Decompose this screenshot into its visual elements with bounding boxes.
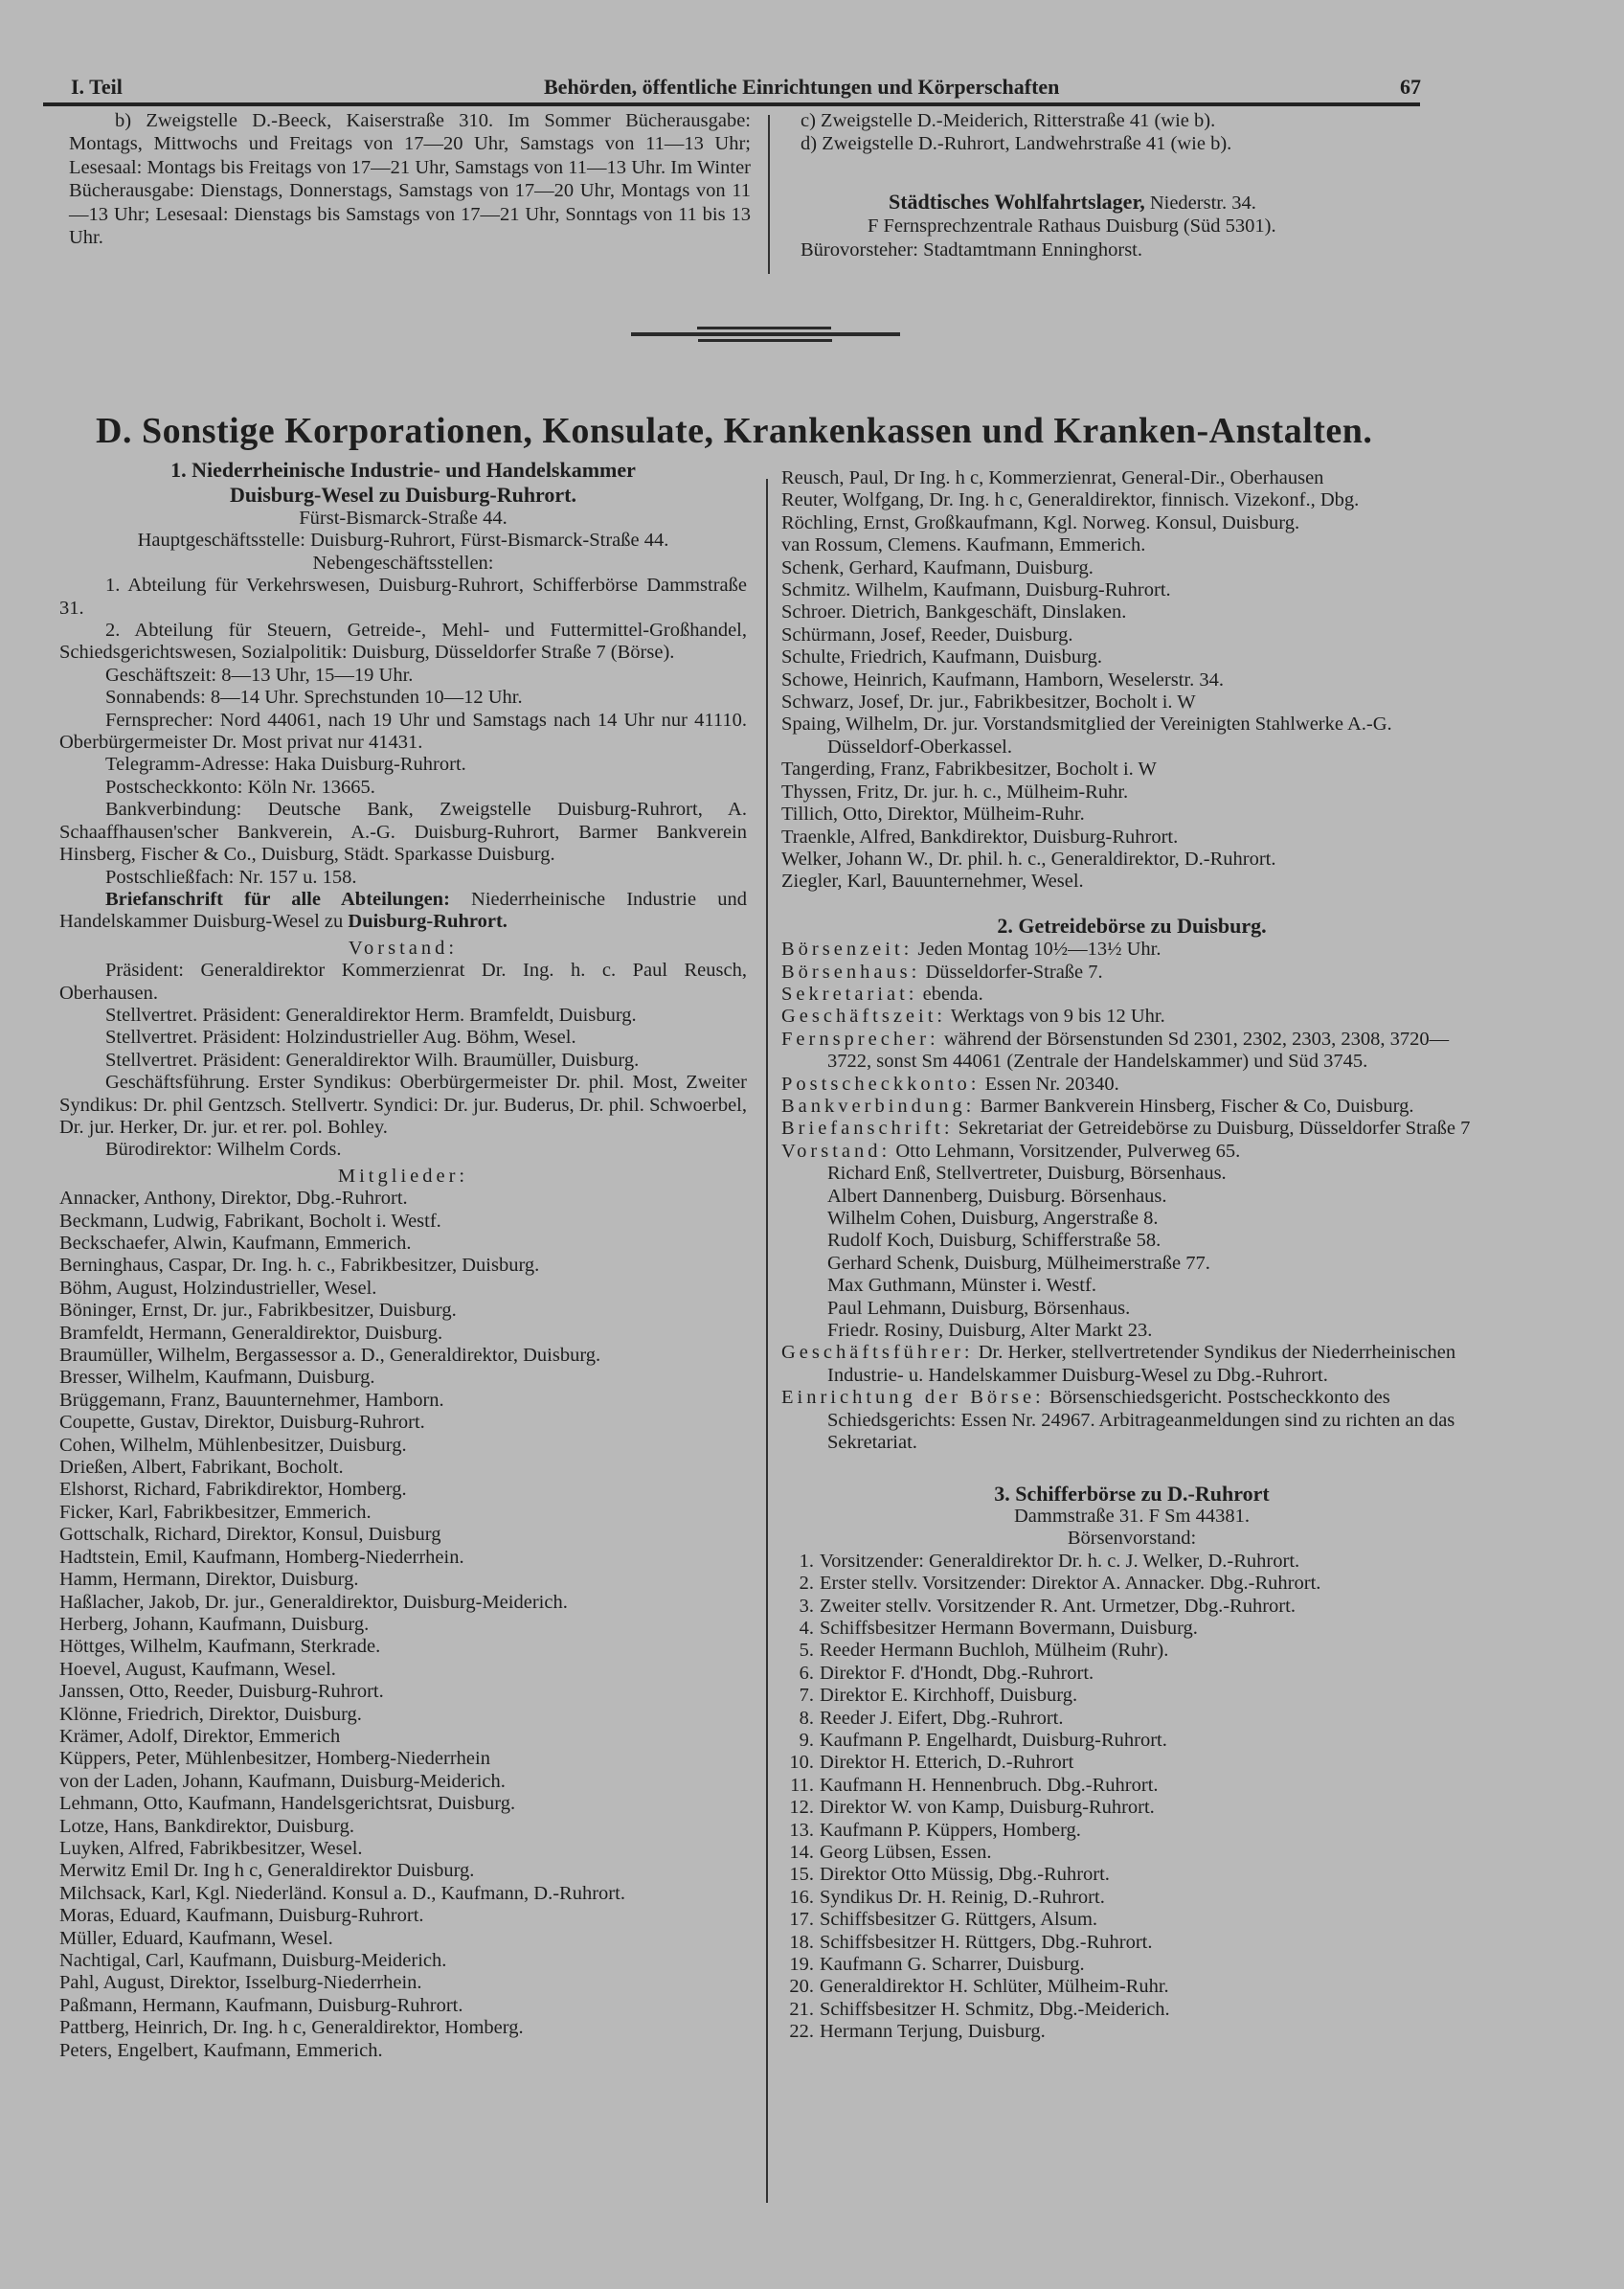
- member-entry: Bramfeldt, Hermann, Generaldirektor, Duisburg.: [59, 1322, 443, 1344]
- ihk-office-director: Bürodirektor: Wilhelm Cords.: [105, 1139, 342, 1161]
- ornament-rule-bottom: [698, 339, 832, 342]
- entry-text: Börsenschiedsgericht. Postscheckkonto des Schiedsgerichts: Essen Nr. 24967. Arbitrageanmeldungen sind zu richten an das Sekretariat.: [827, 1387, 1455, 1454]
- member-number: 3.: [799, 1595, 814, 1617]
- getreide-entry: [781, 984, 1482, 1006]
- member-entry: Küppers, Peter, Mühlenbesitzer, Homberg-Niederrhein: [59, 1748, 490, 1770]
- schiffer-board-member: [781, 1954, 1482, 1976]
- branch-b-paragraph: b) Zweigstelle D.-Beeck, Kaiserstraße 310. Im Sommer Bücherausgabe: Montags, Mittwochs und Freitags von 17—20 Uhr, Samstags von 11—13 Uhr; Lesesaal: Montags bis Freitags von 17—21 Uhr, Samstags von 11—13 Uhr. Im Winter Bücherausgabe: Dienstags, Donnerstags, Samstags von 17—20 Uhr, Montags von 11—13 Uhr; Lesesaal: Dienstags bis Samstags von 17—21 Uhr, Sonntags von 11 bis 13 Uhr.: [69, 110, 751, 249]
- getreide-board-member: Max Guthmann, Münster i. Westf.: [827, 1275, 1096, 1297]
- member-entry: Böninger, Ernst, Dr. jur., Fabrikbesitzer, Duisburg.: [59, 1300, 457, 1322]
- schiffer-board-member: [781, 1618, 1482, 1640]
- member-entry: Ziegler, Karl, Bauunternehmer, Wesel.: [781, 871, 1084, 893]
- ornament-rule-middle: [631, 332, 900, 336]
- schiffer-board-member: [781, 1842, 1482, 1864]
- ihk-pobox: Postschließfach: Nr. 157 u. 158.: [105, 866, 357, 888]
- member-entry: Schmitz. Wilhelm, Kaufmann, Duisburg-Ruhrort.: [781, 579, 1171, 601]
- member-entry: van Rossum, Clemens. Kaufmann, Emmerich.: [781, 534, 1146, 556]
- ihk-branch-2: 2. Abteilung für Steuern, Getreide-, Mehl- und Futtermittel-Großhandel, Schiedsgerichtswesen, Sozialpolitik: Duisburg, Düsseldorfer Straße 7 (Börse).: [59, 620, 747, 664]
- ihk-members-heading: Mitglieder:: [337, 1165, 469, 1187]
- entry-label: Geschäftsführer:: [781, 1342, 974, 1364]
- ihk-letter-label: Briefanschrift für alle Abteilungen:: [105, 888, 450, 910]
- ihk-board-member: Präsident: Generaldirektor Kommerzienrat Dr. Ing. h. c. Paul Reusch, Oberhausen.: [59, 960, 747, 1004]
- member-entry: Reuter, Wolfgang, Dr. Ing. h c, Generaldirektor, finnisch. Vizekonf., Dbg.: [781, 489, 1360, 511]
- getreide-title: 2. Getreidebörse zu Duisburg.: [997, 913, 1267, 938]
- getreide-entry: [781, 1006, 1482, 1028]
- member-entry: Schwarz, Josef, Dr. jur., Fabrikbesitzer, Bocholt i. W: [781, 691, 1196, 714]
- ihk-bank: Bankverbindung: Deutsche Bank, Zweigstelle Duisburg-Ruhrort, A. Schaaffhausen'scher Bankverein, A.-G. Duisburg-Ruhrort, Barmer Bankverein Hinsberg, Fischer & Co., Duisburg, Städt. Sparkasse Duisburg.: [59, 799, 747, 866]
- member-entry: Tangerding, Franz, Fabrikbesitzer, Bocholt i. W: [781, 759, 1157, 781]
- entry-text: Düsseldorfer-Straße 7.: [920, 961, 1103, 983]
- entry-label: Geschäftszeit:: [781, 1006, 947, 1028]
- entry-label: Fernsprecher:: [781, 1028, 939, 1050]
- member-entry: Berninghaus, Caspar, Dr. Ing. h. c., Fabrikbesitzer, Duisburg.: [59, 1255, 540, 1277]
- schiffer-board-member: [781, 1820, 1482, 1842]
- member-entry: Lehmann, Otto, Kaufmann, Handelsgerichtsrat, Duisburg.: [59, 1793, 516, 1815]
- member-number: 4.: [799, 1617, 814, 1639]
- schiffer-title: 3. Schifferbörse zu D.-Ruhrort: [994, 1482, 1270, 1507]
- member-entry: Reusch, Paul, Dr Ing. h c, Kommerzienrat, General-Dir., Oberhausen: [781, 467, 1324, 488]
- member-entry: Thyssen, Fritz, Dr. jur. h. c., Mülheim-Ruhr.: [781, 781, 1129, 803]
- entry-label: Bankverbindung:: [781, 1095, 976, 1117]
- schiffer-board-member: [781, 1887, 1482, 1909]
- ihk-board-heading: Vorstand:: [348, 937, 459, 959]
- ihk-branch-1: 1. Abteilung für Verkehrswesen, Duisburg-Ruhrort, Schifferbörse Dammstraße 31.: [59, 575, 747, 619]
- schiffer-board-member: [781, 1752, 1482, 1774]
- member-text: Direktor E. Kirchhoff, Duisburg.: [820, 1685, 1078, 1707]
- schiffer-board-member: [781, 1596, 1482, 1618]
- getreide-entry: [781, 962, 1482, 984]
- ihk-postcheck: Postscheckkonto: Köln Nr. 13665.: [105, 776, 375, 798]
- getreide-entries-2: [781, 1342, 1482, 1454]
- ihk-title-1: 1. Niederrheinische Industrie- und Handelskammer: [170, 458, 636, 482]
- ihk-letter-bold: Duisburg-Ruhrort.: [348, 911, 508, 933]
- entry-label: Vorstand:: [781, 1140, 891, 1162]
- member-number: 16.: [789, 1886, 814, 1908]
- member-number: 20.: [789, 1976, 814, 1998]
- entry-label: Einrichtung der Börse:: [781, 1387, 1045, 1409]
- member-entry: Krämer, Adolf, Direktor, Emmerich: [59, 1725, 341, 1747]
- getreide-entry: [781, 1096, 1482, 1118]
- getreide-entry: [781, 1141, 1482, 1163]
- member-text: Hermann Terjung, Duisburg.: [820, 2021, 1046, 2043]
- member-entry: Ficker, Karl, Fabrikbesitzer, Emmerich.: [59, 1501, 372, 1523]
- member-entry: Röchling, Ernst, Großkaufmann, Kgl. Norweg. Konsul, Duisburg.: [781, 511, 1300, 533]
- ornament-rule-top: [697, 327, 831, 329]
- member-entry: Herberg, Johann, Kaufmann, Duisburg.: [59, 1613, 370, 1635]
- member-text: Reeder Hermann Buchloh, Mülheim (Ruhr).: [820, 1640, 1169, 1662]
- member-text: Direktor Otto Müssig, Dbg.-Ruhrort.: [820, 1864, 1110, 1886]
- branch-d: d) Zweigstelle D.-Ruhrort, Landwehrstraße 41 (wie b).: [801, 133, 1232, 155]
- entry-text: ebenda.: [917, 983, 983, 1005]
- top-right-column: [801, 109, 1413, 261]
- wohlfahrt-address: Niederstr. 34.: [1144, 192, 1256, 214]
- member-entry: Luyken, Alfred, Fabrikbesitzer, Wesel.: [59, 1837, 363, 1859]
- member-number: 13.: [789, 1819, 814, 1841]
- member-entry: Beckschaefer, Alwin, Kaufmann, Emmerich.: [59, 1233, 412, 1254]
- member-entry: Haßlacher, Jakob, Dr. jur., Generaldirektor, Duisburg-Meiderich.: [59, 1591, 568, 1613]
- ihk-management: Geschäftsführung. Erster Syndikus: Oberbürgermeister Dr. phil. Most, Zweiter Syndikus: Dr. phil Gentzsch. Stellvertr. Syndici: Dr. jur. Buderus, Dr. phil. Schwoerbel, Dr. jur. Herker, Dr. jur. et rer. pol. Bohley.: [59, 1072, 747, 1138]
- member-text: Syndikus Dr. H. Reinig, D.-Ruhrort.: [820, 1886, 1105, 1908]
- member-text: Generaldirektor H. Schlüter, Mülheim-Ruhr.: [820, 1976, 1169, 1998]
- member-entry: Merwitz Emil Dr. Ing h c, Generaldirektor Duisburg.: [59, 1860, 475, 1882]
- schiffer-board-list: [781, 1551, 1482, 2044]
- member-entry: Braumüller, Wilhelm, Bergassessor a. D., Generaldirektor, Duisburg.: [59, 1345, 601, 1367]
- member-text: Schiffsbesitzer Hermann Bovermann, Duisburg.: [820, 1617, 1198, 1639]
- member-number: 12.: [789, 1797, 814, 1819]
- member-text: Kaufmann P. Küppers, Homberg.: [820, 1819, 1081, 1841]
- member-text: Kaufmann H. Hennenbruch. Dbg.-Ruhrort.: [820, 1774, 1159, 1796]
- member-number: 15.: [789, 1864, 814, 1886]
- page-number: 67: [1400, 75, 1421, 99]
- schiffer-board-member: [781, 1708, 1482, 1730]
- member-number: 9.: [799, 1729, 814, 1751]
- entry-text: während der Börsenstunden Sd 2301, 2302, 2303, 2308, 3720—3722, sonst Sm 44061 (Zentrale der Handelskammer) und Süd 3745.: [827, 1028, 1450, 1073]
- member-entry: Hadtstein, Emil, Kaufmann, Homberg-Niederrhein.: [59, 1546, 464, 1568]
- getreide-board-member: Friedr. Rosiny, Duisburg, Alter Markt 23.: [827, 1320, 1153, 1342]
- member-entry: Gottschalk, Richard, Direktor, Konsul, Duisburg: [59, 1524, 441, 1546]
- getreide-entry: [781, 1074, 1482, 1096]
- ihk-branch-heading: Nebengeschäftsstellen:: [312, 552, 494, 574]
- getreide-board: [781, 1163, 1482, 1342]
- getreide-entry: [781, 939, 1482, 961]
- entry-label: Börsenzeit:: [781, 939, 914, 961]
- ihk-letter-address: [59, 889, 747, 934]
- member-entry: Nachtigal, Carl, Kaufmann, Duisburg-Meiderich.: [59, 1950, 447, 1971]
- schiffer-board-member: [781, 1573, 1482, 1595]
- member-entry: Beckmann, Ludwig, Fabrikant, Bocholt i. Westf.: [59, 1210, 441, 1232]
- member-number: 19.: [789, 1954, 814, 1975]
- schiffer-board-member: [781, 1663, 1482, 1685]
- getreide-board-member: Wilhelm Cohen, Duisburg, Angerstraße 8.: [827, 1208, 1159, 1229]
- entry-text: Werktags von 9 bis 12 Uhr.: [946, 1006, 1165, 1028]
- ihk-letter-text: Niederrheinische Industrie und Handelskammer Duisburg-Wesel zu: [59, 888, 748, 933]
- entry-text: Sekretariat der Getreidebörse zu Duisburg, Düsseldorfer Straße 7: [953, 1118, 1471, 1140]
- member-entry: Bresser, Wilhelm, Kaufmann, Duisburg.: [59, 1367, 375, 1389]
- member-entry: Höttges, Wilhelm, Kaufmann, Sterkrade.: [59, 1636, 381, 1658]
- schiffer-board-member: [781, 2021, 1482, 2043]
- member-text: Erster stellv. Vorsitzender: Direktor A. Annacker. Dbg.-Ruhrort.: [820, 1573, 1321, 1595]
- member-entry: Schroer. Dietrich, Bankgeschäft, Dinslaken.: [781, 601, 1127, 623]
- ihk-members-list-right: [781, 467, 1482, 894]
- entry-text: Barmer Bankverein Hinsberg, Fischer & Co, Duisburg.: [975, 1095, 1414, 1117]
- getreide-entry: [781, 1387, 1482, 1454]
- getreide-entries: [781, 939, 1482, 1163]
- member-entry: Pattberg, Heinrich, Dr. Ing. h c, Generaldirektor, Homberg.: [59, 2017, 524, 2039]
- ihk-column: [59, 458, 747, 2062]
- schiffer-board-heading: Börsenvorstand:: [1067, 1528, 1197, 1550]
- entry-text: Otto Lehmann, Vorsitzender, Pulverweg 65.: [891, 1140, 1241, 1162]
- ihk-title-2: Duisburg-Wesel zu Duisburg-Ruhrort.: [229, 483, 577, 507]
- member-number: 22.: [789, 2021, 814, 2043]
- member-number: 21.: [789, 1998, 814, 2020]
- member-text: Schiffsbesitzer H. Rüttgers, Dbg.-Ruhrort.: [820, 1931, 1153, 1953]
- member-entry: Lotze, Hans, Bankdirektor, Duisburg.: [59, 1815, 354, 1837]
- schiffer-board-member: [781, 1999, 1482, 2021]
- running-header: [46, 75, 1421, 103]
- schiffer-board-member: [781, 1797, 1482, 1819]
- schiffer-board-member: [781, 1864, 1482, 1886]
- ihk-main-office: Hauptgeschäftsstelle: Duisburg-Ruhrort, Fürst-Bismarck-Straße 44.: [137, 530, 669, 552]
- getreide-entry: [781, 1342, 1482, 1387]
- member-number: 11.: [790, 1774, 814, 1796]
- schiffer-board-member: [781, 1551, 1482, 1573]
- member-entry: Coupette, Gustav, Direktor, Duisburg-Ruhrort.: [59, 1412, 425, 1434]
- schiffer-board-member: [781, 1976, 1482, 1998]
- entry-label: Börsenhaus:: [781, 961, 921, 983]
- schiffer-board-member: [781, 1640, 1482, 1662]
- member-text: Direktor W. von Kamp, Duisburg-Ruhrort.: [820, 1797, 1155, 1819]
- top-column-divider: [768, 115, 770, 274]
- member-number: 5.: [799, 1640, 814, 1662]
- member-number: 1.: [799, 1550, 814, 1572]
- member-text: Schiffsbesitzer H. Schmitz, Dbg.-Meiderich.: [820, 1998, 1170, 2020]
- entry-label: Briefanschrift:: [781, 1118, 954, 1140]
- schiffer-board-member: [781, 1775, 1482, 1797]
- member-number: 18.: [789, 1931, 814, 1953]
- wohlfahrt-heading: [801, 191, 1413, 215]
- getreide-board-member: Gerhard Schenk, Duisburg, Mülheimerstraße 77.: [827, 1252, 1210, 1274]
- getreide-board-member: Albert Dannenberg, Duisburg. Börsenhaus.: [827, 1185, 1167, 1207]
- ihk-address: Fürst-Bismarck-Straße 44.: [299, 508, 508, 529]
- getreide-board-member: Richard Enß, Stellvertreter, Duisburg, Börsenhaus.: [827, 1163, 1227, 1185]
- section-title: D. Sonstige Korporationen, Konsulate, Krankenkassen und Kranken-Anstalten.: [96, 411, 1373, 451]
- member-entry: Hoevel, August, Kaufmann, Wesel.: [59, 1658, 336, 1680]
- ihk-board-member: Stellvertret. Präsident: Generaldirektor Wilh. Braumüller, Duisburg.: [105, 1049, 640, 1071]
- member-entry: Brüggemann, Franz, Bauunternehmer, Hamborn.: [59, 1389, 444, 1411]
- ihk-telegram: Telegramm-Adresse: Haka Duisburg-Ruhrort.: [105, 754, 466, 776]
- top-left-column: [69, 109, 751, 249]
- entry-text: Essen Nr. 20340.: [980, 1073, 1119, 1095]
- member-entry: Tillich, Otto, Direktor, Mülheim-Ruhr.: [781, 804, 1085, 826]
- member-entry: Milchsack, Karl, Kgl. Niederländ. Konsul a. D., Kaufmann, D.-Ruhrort.: [59, 1882, 625, 1904]
- member-entry: Hamm, Hermann, Direktor, Duisburg.: [59, 1569, 359, 1591]
- member-number: 2.: [799, 1573, 814, 1595]
- member-text: Direktor F. d'Hondt, Dbg.-Ruhrort.: [820, 1662, 1094, 1684]
- schiffer-board-member: [781, 1909, 1482, 1931]
- member-entry: Elshorst, Richard, Fabrikdirektor, Homberg.: [59, 1479, 407, 1501]
- right-column: [781, 467, 1482, 2044]
- getreide-board-member: Paul Lehmann, Duisburg, Börsenhaus.: [827, 1297, 1131, 1319]
- getreide-board-member: Rudolf Koch, Duisburg, Schifferstraße 58.: [827, 1230, 1162, 1252]
- member-entry: Schürmann, Josef, Reeder, Duisburg.: [781, 623, 1073, 646]
- wohlfahrt-phone: F Fernsprechzentrale Rathaus Duisburg (Süd 5301).: [868, 215, 1276, 238]
- member-number: 6.: [799, 1662, 814, 1684]
- member-entry: Böhm, August, Holzindustrieller, Wesel.: [59, 1277, 377, 1299]
- member-entry: Peters, Engelbert, Kaufmann, Emmerich.: [59, 2039, 383, 2061]
- member-text: Vorsitzender: Generaldirektor Dr. h. c. J. Welker, D.-Ruhrort.: [820, 1550, 1300, 1572]
- header-rule: [43, 102, 1420, 106]
- member-entry: Janssen, Otto, Reeder, Duisburg-Ruhrort.: [59, 1681, 384, 1703]
- ihk-members-list-left: [59, 1188, 747, 2062]
- main-column-divider: [766, 479, 768, 2203]
- branch-c: c) Zweigstelle D.-Meiderich, Ritterstraße 41 (wie b).: [801, 110, 1216, 131]
- getreide-entry: [781, 1118, 1482, 1140]
- wohlfahrt-title: Städtisches Wohlfahrtslager,: [889, 189, 1145, 214]
- ihk-phone: Fernsprecher: Nord 44061, nach 19 Uhr und Samstags nach 14 Uhr nur 41110. Oberbürgermeister Dr. Most privat nur 41431.: [59, 709, 747, 754]
- schiffer-board-member: [781, 1932, 1482, 1954]
- member-entry: Pahl, August, Direktor, Isselburg-Niederrhein.: [59, 1972, 422, 1994]
- member-text: Zweiter stellv. Vorsitzender R. Ant. Urmetzer, Dbg.-Ruhrort.: [820, 1595, 1296, 1617]
- member-number: 7.: [799, 1685, 814, 1707]
- member-number: 14.: [789, 1841, 814, 1863]
- member-entry: von der Laden, Johann, Kaufmann, Duisburg-Meiderich.: [59, 1770, 506, 1792]
- part-label: I. Teil: [71, 75, 123, 99]
- member-number: 8.: [799, 1707, 814, 1729]
- member-entry: Welker, Johann W., Dr. phil. h. c., Generaldirektor, D.-Ruhrort.: [781, 848, 1276, 870]
- entry-text: Dr. Herker, stellvertretender Syndikus der Niederrheinischen Industrie- u. Handelskammer Duisburg-Wesel zu Dbg.-Ruhrort.: [827, 1342, 1456, 1386]
- member-entry: Schulte, Friedrich, Kaufmann, Duisburg.: [781, 646, 1102, 669]
- member-entry: Cohen, Wilhelm, Mühlenbesitzer, Duisburg.: [59, 1434, 407, 1456]
- entry-label: Postscheckkonto:: [781, 1073, 981, 1095]
- member-text: Kaufmann P. Engelhardt, Duisburg-Ruhrort.: [820, 1729, 1167, 1751]
- ihk-hours: Geschäftszeit: 8—13 Uhr, 15—19 Uhr.: [105, 664, 414, 686]
- member-number: 17.: [789, 1909, 814, 1931]
- member-entry: Schowe, Heinrich, Kaufmann, Hamborn, Weselerstr. 34.: [781, 669, 1224, 691]
- member-text: Reeder J. Eifert, Dbg.-Ruhrort.: [820, 1707, 1064, 1729]
- schiffer-board-member: [781, 1730, 1482, 1752]
- member-number: 10.: [789, 1752, 814, 1774]
- ihk-board-member: Stellvertret. Präsident: Generaldirektor Herm. Bramfeldt, Duisburg.: [105, 1004, 637, 1026]
- entry-text: Jeden Montag 10½—13½ Uhr.: [913, 939, 1162, 961]
- schiffer-address: Dammstraße 31. F Sm 44381.: [1014, 1505, 1250, 1527]
- entry-label: Sekretariat:: [781, 983, 918, 1005]
- member-entry: Paßmann, Hermann, Kaufmann, Duisburg-Ruhrort.: [59, 1994, 463, 2016]
- member-entry: Müller, Eduard, Kaufmann, Wesel.: [59, 1927, 333, 1949]
- member-entry: Schenk, Gerhard, Kaufmann, Duisburg.: [781, 556, 1094, 578]
- member-text: Schiffsbesitzer G. Rüttgers, Alsum.: [820, 1909, 1098, 1931]
- member-text: Kaufmann G. Scharrer, Duisburg.: [820, 1954, 1085, 1975]
- getreide-entry: [781, 1029, 1482, 1074]
- schiffer-board-member: [781, 1685, 1482, 1707]
- member-entry: Spaing, Wilhelm, Dr. jur. Vorstandsmitglied der Vereinigten Stahlwerke A.-G. Düsseldorf-Oberkassel.: [781, 714, 1392, 758]
- header-title: Behörden, öffentliche Einrichtungen und Körperschaften: [544, 75, 1060, 99]
- member-text: Georg Lübsen, Essen.: [820, 1841, 992, 1863]
- member-text: Direktor H. Etterich, D.-Ruhrort: [820, 1752, 1074, 1774]
- ihk-board-member: Stellvertret. Präsident: Holzindustrieller Aug. Böhm, Wesel.: [105, 1027, 576, 1049]
- member-entry: Drießen, Albert, Fabrikant, Bocholt.: [59, 1457, 344, 1479]
- ihk-saturday: Sonnabends: 8—14 Uhr. Sprechstunden 10—12 Uhr.: [105, 687, 523, 709]
- member-entry: Moras, Eduard, Kaufmann, Duisburg-Ruhrort.: [59, 1905, 424, 1927]
- member-entry: Annacker, Anthony, Direktor, Dbg.-Ruhrort.: [59, 1188, 408, 1210]
- wohlfahrt-head: Bürovorsteher: Stadtamtmann Enninghorst.: [801, 238, 1142, 261]
- member-entry: Traenkle, Alfred, Bankdirektor, Duisburg-Ruhrort.: [781, 826, 1179, 848]
- member-entry: Klönne, Friedrich, Direktor, Duisburg.: [59, 1703, 362, 1725]
